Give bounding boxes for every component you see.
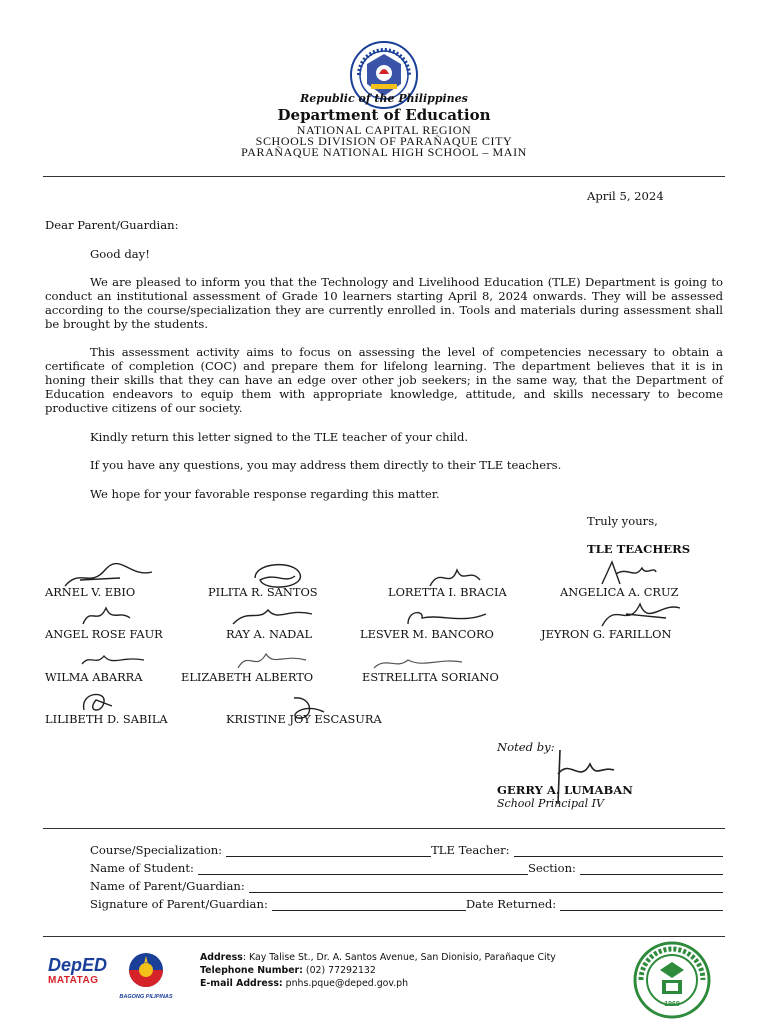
closing: Truly yours, <box>587 514 658 528</box>
teacher-name: JEYRON G. FARILLON <box>541 627 672 641</box>
republic-heading: Republic of the Philippines <box>300 92 468 105</box>
form-row-parent <box>90 877 723 893</box>
email-label: E-mail Address: <box>200 978 283 989</box>
date-returned-label: Date Returned: <box>465 897 557 911</box>
paragraph-1-text: We are pleased to inform you that the Technology and Livelihood Education (TLE) Department is going to conduct an institutional assessment of Grade 10 learners starting April 8, 2024 onwards. They will be assessed according to the course/specialization they are currently enrolled in. Tools and materials during assessment shall be brought by the students. <box>45 275 723 331</box>
school-seal-year: 1969 <box>664 1001 680 1008</box>
address-value: : Kay Talise St., Dr. A. Santos Avenue, San Dionisio, Parañaque City <box>242 952 556 963</box>
phone-value: (02) 77292132 <box>302 965 376 976</box>
division-heading: SCHOOLS DIVISION OF PARAÑAQUE CITY <box>255 134 513 148</box>
date-returned-field[interactable] <box>560 899 723 911</box>
teacher-name: LILIBETH D. SABILA <box>45 712 168 726</box>
teacher-name: WILMA ABARRA <box>45 670 143 684</box>
address-label: Address <box>200 952 243 963</box>
signature-field[interactable] <box>272 899 466 911</box>
section-field[interactable] <box>580 863 723 875</box>
signatories-label: TLE TEACHERS <box>587 542 691 556</box>
header-divider <box>43 176 725 177</box>
section-label: Section: <box>527 861 576 875</box>
footer-divider <box>43 936 725 937</box>
teacher-name: LESVER M. BANCORO <box>360 627 494 641</box>
paragraph-3: Kindly return this letter signed to the TLE teacher of your child. <box>90 430 469 444</box>
teacher-name: ELIZABETH ALBERTO <box>181 670 314 684</box>
teacher-name: RAY A. NADAL <box>226 627 313 641</box>
salutation: Dear Parent/Guardian: <box>45 218 179 232</box>
email-value[interactable]: pnhs.pque@deped.gov.ph <box>282 978 409 989</box>
signature-scrawl-abarra <box>78 650 148 670</box>
school-seal-logo <box>632 940 712 1020</box>
letter-date: April 5, 2024 <box>587 189 664 203</box>
signature-scrawl-faur <box>78 600 138 630</box>
form-row-course <box>90 841 723 857</box>
bagong-pilipinas-emblem-icon <box>116 950 176 990</box>
footer-phone <box>200 965 376 976</box>
paragraph-1 <box>45 275 723 331</box>
phone-label: Telephone Number: <box>200 965 303 976</box>
matatag-wordmark: MATATAG <box>48 975 99 986</box>
principal-title: School Principal IV <box>497 797 604 810</box>
bagong-pilipinas-text: BAGONG PILIPINAS <box>119 994 173 1000</box>
school-heading: PARAÑAQUE NATIONAL HIGH SCHOOL – MAIN <box>241 145 527 159</box>
teacher-name: ESTRELLITA SORIANO <box>362 670 499 684</box>
course-label: Course/Specialization: <box>90 843 223 857</box>
school-seal-emblem-icon <box>632 940 712 1020</box>
deped-matatag-logo <box>48 955 114 999</box>
tle-teacher-field[interactable] <box>514 845 723 857</box>
greeting: Good day! <box>90 247 150 261</box>
parent-field[interactable] <box>249 881 723 893</box>
signature-label: Signature of Parent/Guardian: <box>90 897 268 911</box>
form-divider <box>43 828 725 829</box>
teacher-name: KRISTINE JOY ESCASURA <box>226 712 382 726</box>
student-field[interactable] <box>198 863 528 875</box>
tle-teacher-label: TLE Teacher: <box>431 843 510 857</box>
department-heading: Department of Education <box>277 106 491 124</box>
student-label: Name of Student: <box>90 861 194 875</box>
principal-name: GERRY A. LUMABAN <box>497 783 633 797</box>
teacher-name: PILITA R. SANTOS <box>208 585 318 599</box>
signature-scrawl-nadal <box>228 600 318 630</box>
bagong-pilipinas-logo <box>116 950 176 1000</box>
course-field[interactable] <box>226 845 431 857</box>
teacher-name: ANGEL ROSE FAUR <box>45 627 163 641</box>
parent-label: Name of Parent/Guardian: <box>90 879 245 893</box>
paragraph-2 <box>45 345 723 415</box>
region-heading: NATIONAL CAPITAL REGION <box>296 123 472 137</box>
noted-by-label: Noted by: <box>497 740 555 754</box>
deped-wordmark: DepED <box>48 955 108 975</box>
footer-address <box>200 952 556 963</box>
teacher-name: ANGELICA A. CRUZ <box>560 585 679 599</box>
paragraph-2-text: This assessment activity aims to focus on assessing the level of competencies necessary to obtain a certificate of completion (COC) and prepare them for lifelong learning. The department believes that it is in honing their skills that they can have an edge over other job seekers; in the same way, that the Department of Education endeavors to equip them with appropriate knowledge, attitude, and skills necessary to become productive citizens of our society. <box>45 345 723 415</box>
teacher-name: ARNEL V. EBIO <box>45 585 136 599</box>
form-row-signature <box>90 895 723 911</box>
footer-email <box>200 978 408 989</box>
paragraph-5: We hope for your favorable response regarding this matter. <box>90 487 440 501</box>
form-row-student <box>90 859 723 875</box>
paragraph-4: If you have any questions, you may address them directly to their TLE teachers. <box>90 458 562 472</box>
teacher-name: LORETTA I. BRACIA <box>388 585 507 599</box>
